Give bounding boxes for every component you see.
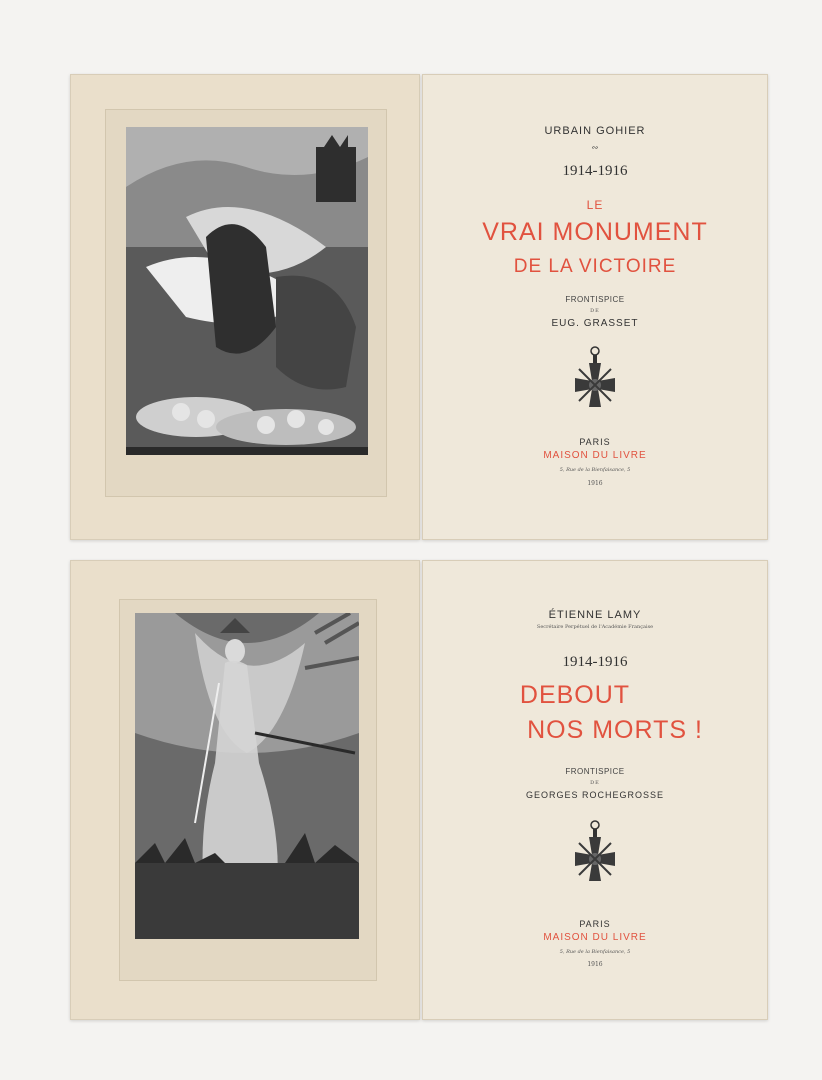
publisher: MAISON DU LIVRE [543, 450, 647, 461]
frontispiece-illustration-allegory [135, 613, 359, 939]
title-line-1: LE [586, 198, 604, 212]
book-1-title-page [422, 74, 768, 540]
de-label: DE [590, 308, 600, 314]
publisher: MAISON DU LIVRE [543, 932, 647, 943]
book-1-spread [70, 74, 766, 540]
city: PARIS [579, 437, 611, 447]
title-line-3: DE LA VICTOIRE [513, 256, 677, 277]
illustrator-name: EUG. GRASSET [551, 318, 639, 329]
frontispiece-illustration-battle [126, 127, 368, 455]
frontispiece-plate-rochegrosse [135, 613, 359, 939]
croix-de-guerre-medal-icon [573, 345, 617, 429]
ornament: ∾ [591, 143, 599, 152]
illustrator-name: GEORGES ROCHEGROSSE [525, 790, 665, 800]
book-2-spread [70, 560, 766, 1020]
frontispiece-label: FRONTISPICE [565, 767, 625, 776]
years: 1914-1916 [562, 163, 628, 179]
author-subtitle: Secrétaire Perpétuel de l'Académie Française [536, 624, 654, 630]
book-1-frontispiece-leaf [70, 74, 420, 540]
publication-year: 1916 [587, 480, 603, 487]
author-name: URBAIN GOHIER [544, 125, 646, 137]
title-line-2: VRAI MONUMENT [482, 218, 708, 246]
book-2-title-page [422, 560, 768, 1020]
title-line-2: NOS MORTS ! [527, 716, 703, 744]
publisher-address: 5, Rue de la Bienfaisance, 5 [559, 949, 631, 955]
author-name: ÉTIENNE LAMY [548, 609, 642, 621]
frontispiece-label: FRONTISPICE [565, 295, 625, 304]
years: 1914-1916 [562, 654, 628, 670]
publication-year: 1916 [587, 961, 603, 968]
de-label: DE [590, 780, 600, 786]
frontispiece-plate-grasset [126, 127, 368, 455]
croix-de-guerre-medal-icon [573, 819, 617, 903]
book-2-frontispiece-leaf [70, 560, 420, 1020]
title-line-1: DEBOUT [519, 681, 631, 709]
publisher-address: 5, Rue de la Bienfaisance, 5 [559, 467, 631, 473]
city: PARIS [579, 919, 611, 929]
